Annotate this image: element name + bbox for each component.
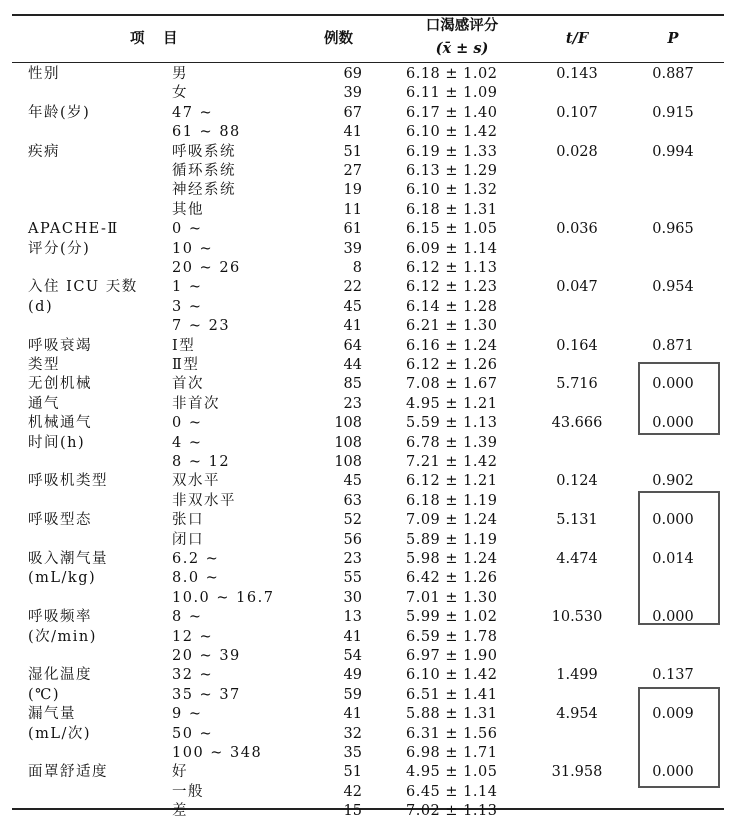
- row-group-label: APACHE-Ⅱ: [28, 221, 119, 238]
- row-category: 0 ~: [172, 221, 203, 238]
- row-score: 4.95 ± 1.05: [406, 764, 498, 781]
- row-p: 0.000: [652, 415, 694, 432]
- row-score: 6.18 ± 1.31: [406, 201, 498, 218]
- row-cases: 45: [343, 473, 362, 490]
- row-category: 8 ~: [172, 609, 203, 626]
- row-cases: 67: [343, 104, 362, 121]
- row-category: 好: [172, 764, 188, 781]
- row-p: 0.009: [652, 706, 694, 723]
- row-group-label: 类型: [28, 357, 60, 373]
- row-tf: 0.164: [556, 337, 598, 354]
- top-rule: [12, 14, 724, 16]
- row-group-label: (℃): [28, 686, 61, 703]
- row-group-label: 呼吸衰竭: [28, 337, 92, 354]
- row-cases: 56: [343, 531, 362, 548]
- row-category: 差: [172, 803, 188, 820]
- row-cases: 63: [343, 492, 362, 509]
- row-tf: 0.036: [556, 221, 598, 238]
- row-category: 10.0 ~ 16.7: [172, 589, 275, 606]
- row-p: 0.994: [652, 143, 694, 160]
- row-tf: 0.143: [556, 66, 598, 82]
- header-score: 口渴感评分: [425, 17, 499, 34]
- row-category: 张口: [172, 512, 204, 529]
- row-category: 双水平: [172, 473, 220, 490]
- row-category: 8 ~ 12: [172, 454, 231, 470]
- row-category: 男: [172, 66, 188, 82]
- row-score: 5.88 ± 1.31: [406, 706, 498, 723]
- row-score: 7.02 ± 1.13: [406, 803, 498, 820]
- row-cases: 11: [343, 201, 362, 218]
- row-group-label: 评分(分): [28, 240, 91, 257]
- row-category: 4 ~: [172, 434, 203, 451]
- header-p: P: [667, 30, 679, 47]
- row-category: 12 ~: [172, 628, 214, 645]
- row-cases: 108: [334, 434, 362, 451]
- row-p: 0.954: [652, 279, 694, 296]
- row-category: 10 ~: [172, 240, 214, 257]
- row-p: 0.915: [652, 104, 694, 121]
- row-score: 6.10 ± 1.42: [406, 667, 498, 684]
- row-score: 4.95 ± 1.21: [406, 395, 498, 412]
- row-group-label: (mL/次): [28, 725, 92, 742]
- row-cases: 52: [343, 512, 362, 529]
- row-tf: 43.666: [551, 415, 603, 432]
- row-score: 6.78 ± 1.39: [406, 434, 498, 451]
- row-category: 呼吸系统: [172, 143, 236, 160]
- row-cases: 23: [343, 395, 362, 412]
- row-category: 47 ~: [172, 104, 214, 121]
- row-score: 7.21 ± 1.42: [406, 454, 498, 470]
- row-group-label: 性别: [28, 66, 60, 82]
- row-group-label: 入住 ICU 天数: [28, 279, 138, 296]
- row-group-label: (次/min): [28, 628, 97, 645]
- row-tf: 0.107: [556, 104, 598, 121]
- row-p: 0.000: [652, 764, 694, 781]
- bottom-rule: [12, 808, 724, 810]
- row-cases: 41: [343, 318, 362, 335]
- row-score: 6.31 ± 1.56: [406, 725, 498, 742]
- row-group-label: 面罩舒适度: [28, 764, 108, 781]
- row-cases: 108: [334, 415, 362, 432]
- row-group-label: 无创机械: [28, 376, 92, 393]
- row-category: 非首次: [172, 395, 220, 412]
- highlight-box: [638, 687, 720, 788]
- row-cases: 69: [343, 66, 362, 82]
- row-group-label: 漏气量: [28, 706, 76, 723]
- row-score: 5.59 ± 1.13: [406, 415, 498, 432]
- row-cases: 13: [343, 609, 362, 626]
- row-cases: 51: [343, 764, 362, 781]
- row-cases: 30: [343, 589, 362, 606]
- row-score: 6.12 ± 1.26: [406, 357, 498, 373]
- row-score: 6.15 ± 1.05: [406, 221, 498, 238]
- row-category: 7 ~ 23: [172, 318, 231, 335]
- row-p: 0.014: [652, 551, 694, 567]
- row-group-label: 呼吸频率: [28, 609, 92, 626]
- row-cases: 45: [343, 298, 362, 315]
- row-score: 5.98 ± 1.24: [406, 551, 498, 567]
- row-cases: 59: [343, 686, 362, 703]
- row-score: 6.51 ± 1.41: [406, 686, 498, 703]
- row-score: 6.16 ± 1.24: [406, 337, 498, 354]
- row-cases: 54: [343, 648, 362, 664]
- row-category: 首次: [172, 376, 204, 393]
- row-tf: 0.028: [556, 143, 598, 160]
- row-group-label: 呼吸机类型: [28, 473, 108, 490]
- row-score: 6.42 ± 1.26: [406, 570, 498, 587]
- header-tf: t/F: [565, 30, 589, 47]
- row-category: 35 ~ 37: [172, 686, 241, 703]
- header-rule: [12, 62, 724, 63]
- row-score: 6.17 ± 1.40: [406, 104, 498, 121]
- row-category: 其他: [172, 201, 204, 218]
- row-category: 0 ~: [172, 415, 203, 432]
- row-category: 非双水平: [172, 492, 236, 509]
- row-category: 100 ~ 348: [172, 745, 263, 761]
- row-cases: 39: [343, 85, 362, 102]
- row-group-label: 机械通气: [28, 415, 92, 432]
- row-score: 6.12 ± 1.23: [406, 279, 498, 296]
- row-score: 5.99 ± 1.02: [406, 609, 498, 626]
- row-score: 6.45 ± 1.14: [406, 783, 498, 800]
- row-cases: 42: [343, 783, 362, 800]
- row-category: 6.2 ~: [172, 551, 220, 567]
- row-category: 1 ~: [172, 279, 203, 296]
- row-category: 循环系统: [172, 163, 236, 179]
- row-group-label: 吸入潮气量: [28, 551, 108, 567]
- row-p: 0.871: [652, 337, 694, 354]
- row-score: 6.97 ± 1.90: [406, 648, 498, 664]
- row-tf: 5.716: [556, 376, 598, 393]
- row-p: 0.000: [652, 609, 694, 626]
- row-cases: 22: [343, 279, 362, 296]
- row-category: 8.0 ~: [172, 570, 220, 587]
- row-score: 6.12 ± 1.21: [406, 473, 498, 490]
- row-group-label: 湿化温度: [28, 667, 92, 684]
- row-category: Ⅱ型: [172, 357, 200, 373]
- row-cases: 27: [343, 163, 362, 179]
- row-score: 6.19 ± 1.33: [406, 143, 498, 160]
- row-score: 6.10 ± 1.32: [406, 182, 498, 199]
- row-cases: 41: [343, 706, 362, 723]
- row-category: 神经系统: [172, 182, 236, 199]
- row-cases: 19: [343, 182, 362, 199]
- row-category: 20 ~ 39: [172, 648, 241, 664]
- row-tf: 0.047: [556, 279, 598, 296]
- row-category: 32 ~: [172, 667, 214, 684]
- row-score: 6.18 ± 1.19: [406, 492, 498, 509]
- row-category: Ⅰ型: [172, 337, 196, 354]
- header-item: 项 目: [130, 30, 180, 47]
- row-cases: 44: [343, 357, 362, 373]
- row-category: 一般: [172, 783, 204, 800]
- row-score: 7.09 ± 1.24: [406, 512, 498, 529]
- row-cases: 51: [343, 143, 362, 160]
- row-score: 6.13 ± 1.29: [406, 163, 498, 179]
- row-group-label: 年龄(岁): [28, 104, 91, 121]
- row-cases: 55: [343, 570, 362, 587]
- header-cases: 例数: [324, 30, 353, 47]
- row-score: 6.21 ± 1.30: [406, 318, 498, 335]
- row-score: 6.09 ± 1.14: [406, 240, 498, 257]
- row-cases: 85: [343, 376, 362, 393]
- row-group-label: 呼吸型态: [28, 512, 92, 529]
- row-tf: 5.131: [556, 512, 598, 529]
- row-category: 9 ~: [172, 706, 203, 723]
- row-category: 50 ~: [172, 725, 214, 742]
- row-score: 6.98 ± 1.71: [406, 745, 498, 761]
- row-p: 0.137: [652, 667, 694, 684]
- row-cases: 41: [343, 124, 362, 141]
- row-p: 0.000: [652, 376, 694, 393]
- row-tf: 1.499: [556, 667, 598, 684]
- row-cases: 64: [343, 337, 362, 354]
- row-score: 6.10 ± 1.42: [406, 124, 498, 141]
- row-cases: 35: [343, 745, 362, 761]
- row-tf: 10.530: [551, 609, 603, 626]
- row-cases: 108: [334, 454, 362, 470]
- row-score: 7.01 ± 1.30: [406, 589, 498, 606]
- row-cases: 61: [343, 221, 362, 238]
- row-tf: 31.958: [551, 764, 603, 781]
- row-group-label: 疾病: [28, 143, 60, 160]
- row-p: 0.902: [652, 473, 694, 490]
- row-category: 20 ~ 26: [172, 260, 241, 276]
- row-category: 3 ~: [172, 298, 203, 315]
- row-cases: 32: [343, 725, 362, 742]
- row-score: 5.89 ± 1.19: [406, 531, 498, 548]
- row-category: 闭口: [172, 531, 204, 548]
- highlight-box: [638, 362, 720, 435]
- row-score: 6.59 ± 1.78: [406, 628, 498, 645]
- row-category: 61 ~ 88: [172, 124, 241, 141]
- row-p: 0.000: [652, 512, 694, 529]
- row-score: 6.18 ± 1.02: [406, 66, 498, 82]
- row-cases: 8: [352, 260, 362, 276]
- row-cases: 15: [343, 803, 362, 820]
- row-tf: 4.474: [556, 551, 598, 567]
- row-score: 6.11 ± 1.09: [406, 85, 498, 102]
- row-tf: 4.954: [556, 706, 598, 723]
- row-cases: 23: [343, 551, 362, 567]
- header-score-stat: (x̄ ± s): [435, 40, 489, 57]
- row-tf: 0.124: [556, 473, 598, 490]
- row-score: 6.14 ± 1.28: [406, 298, 498, 315]
- highlight-box: [638, 491, 720, 625]
- row-cases: 49: [343, 667, 362, 684]
- row-group-label: 时间(h): [28, 434, 86, 451]
- row-score: 6.12 ± 1.13: [406, 260, 498, 276]
- row-p: 0.965: [652, 221, 694, 238]
- row-group-label: 通气: [28, 395, 60, 412]
- row-p: 0.887: [652, 66, 694, 82]
- row-score: 7.08 ± 1.67: [406, 376, 498, 393]
- row-category: 女: [172, 85, 188, 102]
- row-group-label: (mL/kg): [28, 570, 97, 587]
- row-cases: 39: [343, 240, 362, 257]
- row-cases: 41: [343, 628, 362, 645]
- row-group-label: (d): [28, 298, 54, 315]
